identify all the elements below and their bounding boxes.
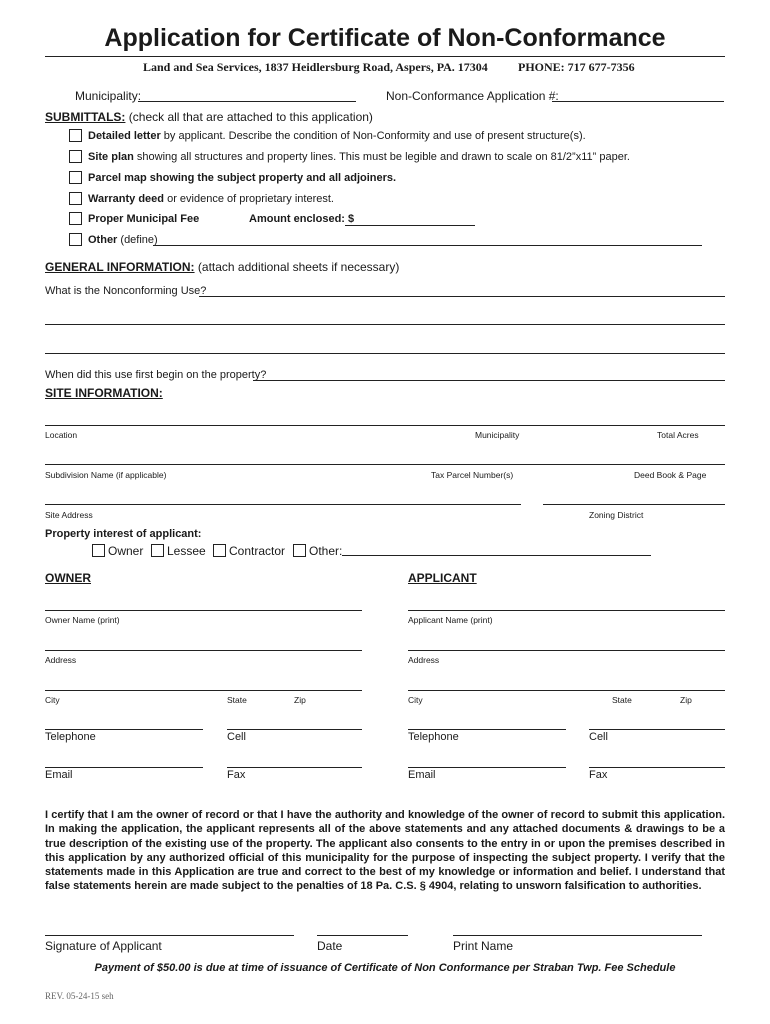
general-info-heading: GENERAL INFORMATION: (attach additional sheets if necessary)	[45, 260, 400, 274]
amount-enclosed-label: Amount enclosed: $	[249, 213, 355, 225]
print-name-field[interactable]	[453, 935, 702, 936]
applicant-address-field[interactable]	[408, 650, 725, 651]
date-label: Date	[317, 939, 343, 953]
other-interest-option: Other:	[309, 544, 343, 558]
use-begin-label: When did this use first begin on the property?	[45, 369, 267, 381]
subdivision-row-field[interactable]	[45, 464, 725, 465]
parcel-map-checkbox[interactable]	[69, 171, 82, 184]
signature-date-field[interactable]	[317, 935, 408, 936]
submittals-heading: SUBMITTALS: (check all that are attached to this application)	[45, 110, 373, 124]
contractor-interest-option: Contractor	[229, 544, 286, 558]
applicant-address-label: Address	[408, 655, 440, 665]
municipality-label: Municipality:	[75, 89, 142, 103]
owner-state-label: State	[227, 695, 247, 705]
subdivision-label: Subdivision Name (if applicable)	[45, 470, 167, 480]
other-checkbox[interactable]	[69, 233, 82, 246]
owner-address-field[interactable]	[45, 650, 362, 651]
signature-label: Signature of Applicant	[45, 939, 162, 953]
applicant-heading: APPLICANT	[408, 571, 477, 585]
certification-statement: I certify that I am the owner of record or that I have the authority and knowledge of the owner of record to submit this application. In making the application, the applicant represents all of the above statements and any attached documents & drawings to be a true description of the existing use of the property. The applicant also consents to the entry in or upon the premises described in this application by any authorized official of this municipality for the purpose of inspecting the subject property. I verify that the statements made in this Application are true and correct to the best of my knowledge or information and belief. I understand that false statements herein are made subject to the penalties of 18 Pa. C.S. § 4904, relating to unsworn falsification to authorities.	[45, 809, 725, 893]
other-interest-checkbox[interactable]	[293, 544, 306, 557]
owner-telephone-label: Telephone	[45, 731, 96, 743]
warranty-deed-item: Warranty deed or evidence of proprietary interest.	[88, 193, 334, 205]
owner-name-field[interactable]	[45, 610, 362, 611]
contractor-interest-checkbox[interactable]	[213, 544, 226, 557]
nonconforming-use-line-2[interactable]	[45, 324, 725, 325]
nonconforming-use-label: What is the Nonconforming Use?	[45, 285, 207, 297]
site-plan-item: Site plan showing all structures and property lines. This must be legible and drawn to scale on 81/2”x11” paper.	[88, 151, 630, 163]
applicant-email-field[interactable]	[408, 767, 566, 768]
owner-cell-label: Cell	[227, 731, 246, 743]
owner-city-label: City	[45, 695, 60, 705]
owner-name-label: Owner Name (print)	[45, 615, 120, 625]
owner-fax-field[interactable]	[227, 767, 362, 768]
office-address: Land and Sea Services, 1837 Heidlersburg Road, Aspers, PA. 17304	[143, 60, 488, 74]
owner-interest-option: Owner	[108, 544, 144, 558]
print-name-label: Print Name	[453, 939, 514, 953]
owner-zip-label: Zip	[294, 695, 306, 705]
municipal-fee-checkbox[interactable]	[69, 212, 82, 225]
property-interest-label: Property interest of applicant:	[45, 528, 202, 540]
owner-address-label: Address	[45, 655, 77, 665]
site-plan-checkbox[interactable]	[69, 150, 82, 163]
owner-interest-checkbox[interactable]	[92, 544, 105, 557]
other-define-field[interactable]	[153, 245, 702, 246]
lessee-interest-checkbox[interactable]	[151, 544, 164, 557]
other-item: Other (define)	[88, 234, 158, 246]
applicant-telephone-label: Telephone	[408, 731, 459, 743]
owner-cell-field[interactable]	[227, 729, 362, 730]
site-address-field[interactable]	[45, 504, 521, 505]
applicant-fax-label: Fax	[589, 769, 608, 781]
location-label: Location	[45, 430, 78, 440]
applicant-cell-label: Cell	[589, 731, 608, 743]
owner-email-label: Email	[45, 769, 73, 781]
municipal-fee-item: Proper Municipal Fee	[88, 213, 200, 225]
tax-parcel-label: Tax Parcel Number(s)	[431, 470, 514, 480]
location-row-field[interactable]	[45, 425, 725, 426]
page-title: Application for Certificate of Non-Conformance	[104, 24, 666, 52]
applicant-fax-field[interactable]	[589, 767, 725, 768]
applicant-telephone-field[interactable]	[408, 729, 566, 730]
owner-telephone-field[interactable]	[45, 729, 203, 730]
applicant-name-label: Applicant Name (print)	[408, 615, 493, 625]
site-info-heading: SITE INFORMATION:	[45, 386, 163, 400]
municipality-field[interactable]	[138, 101, 356, 102]
detailed-letter-checkbox[interactable]	[69, 129, 82, 142]
parcel-map-item: Parcel map showing the subject property and all adjoiners.	[88, 172, 397, 184]
payment-note: Payment of $50.00 is due at time of issuance of Certificate of Non Conformance per Straban Twp. Fee Schedule	[94, 962, 676, 974]
zoning-district-field[interactable]	[543, 504, 725, 505]
applicant-cell-field[interactable]	[589, 729, 725, 730]
applicant-state-label: State	[612, 695, 632, 705]
detailed-letter-item: Detailed letter by applicant. Describe the condition of Non-Conformity and use of present structure(s).	[88, 130, 586, 142]
amount-enclosed-field[interactable]	[345, 225, 475, 226]
site-address-label: Site Address	[45, 510, 93, 520]
applicant-city-label: City	[408, 695, 423, 705]
application-number-field[interactable]	[552, 101, 724, 102]
title-rule	[45, 56, 725, 57]
zoning-district-label: Zoning District	[589, 510, 644, 520]
lessee-interest-option: Lessee	[167, 544, 206, 558]
owner-email-field[interactable]	[45, 767, 203, 768]
office-phone: PHONE: 717 677-7356	[518, 60, 635, 74]
site-municipality-label: Municipality	[475, 430, 520, 440]
applicant-name-field[interactable]	[408, 610, 725, 611]
total-acres-label: Total Acres	[657, 430, 699, 440]
use-begin-field[interactable]	[253, 380, 725, 381]
owner-fax-label: Fax	[227, 769, 246, 781]
applicant-zip-label: Zip	[680, 695, 692, 705]
nonconforming-use-field[interactable]	[199, 296, 725, 297]
warranty-deed-checkbox[interactable]	[69, 192, 82, 205]
deed-book-label: Deed Book & Page	[634, 470, 707, 480]
nonconforming-use-line-3[interactable]	[45, 353, 725, 354]
application-number-label: Non-Conformance Application #:	[386, 89, 559, 103]
owner-city-state-zip-field[interactable]	[45, 690, 362, 691]
applicant-email-label: Email	[408, 769, 436, 781]
applicant-city-state-zip-field[interactable]	[408, 690, 725, 691]
owner-heading: OWNER	[45, 571, 91, 585]
other-interest-field[interactable]	[342, 555, 651, 556]
revision-label: REV. 05-24-15 seh	[45, 991, 114, 1001]
applicant-signature-field[interactable]	[45, 935, 294, 936]
